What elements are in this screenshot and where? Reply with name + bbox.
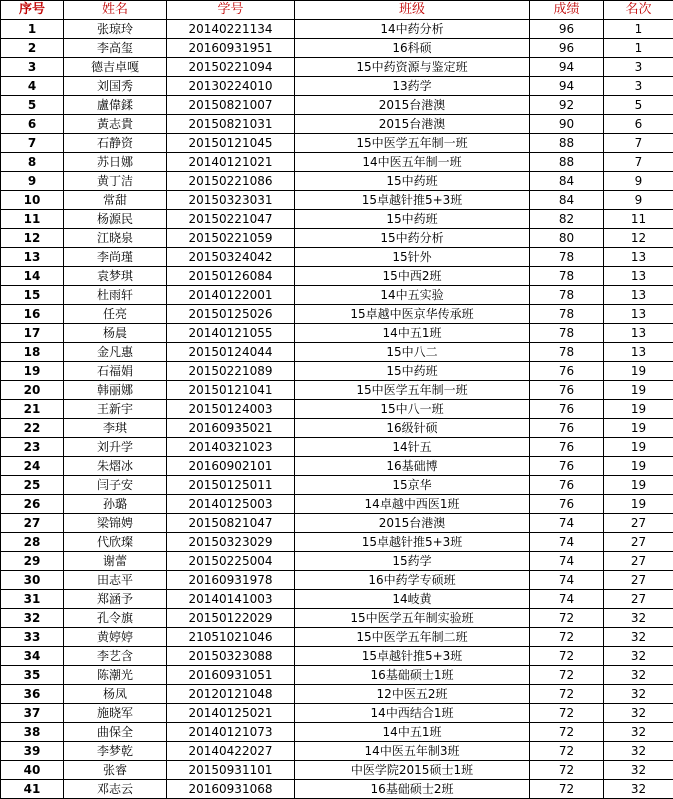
score-cell: 74: [530, 552, 604, 571]
rank-cell: 32: [604, 685, 673, 704]
class-cell: 15中药资源与鉴定班: [295, 58, 530, 77]
student-id-cell: 20140121073: [167, 723, 295, 742]
score-cell: 82: [530, 210, 604, 229]
score-cell: 76: [530, 457, 604, 476]
seq-cell: 3: [1, 58, 64, 77]
table-row: [1, 438, 673, 457]
score-cell: 84: [530, 191, 604, 210]
score-cell: 78: [530, 286, 604, 305]
rank-cell: 13: [604, 286, 673, 305]
table-row: [1, 172, 673, 191]
student-id-cell: 20150121045: [167, 134, 295, 153]
name-cell: 刘国秀: [64, 77, 167, 96]
seq-cell: 36: [1, 685, 64, 704]
class-cell: 14针五: [295, 438, 530, 457]
class-cell: 16基础博: [295, 457, 530, 476]
table-row: [1, 419, 673, 438]
table-row: [1, 58, 673, 77]
score-cell: 78: [530, 248, 604, 267]
table-row: [1, 362, 673, 381]
name-cell: 谢蕾: [64, 552, 167, 571]
score-cell: 76: [530, 438, 604, 457]
rank-cell: 19: [604, 495, 673, 514]
student-id-cell: 20150125011: [167, 476, 295, 495]
table-row: [1, 571, 673, 590]
rank-cell: 27: [604, 590, 673, 609]
class-cell: 16基础硕士1班: [295, 666, 530, 685]
seq-cell: 22: [1, 419, 64, 438]
header-seq: 序号: [1, 1, 64, 20]
score-cell: 96: [530, 20, 604, 39]
table-row: [1, 552, 673, 571]
rank-cell: 19: [604, 400, 673, 419]
table-row: [1, 248, 673, 267]
name-cell: 刘升学: [64, 438, 167, 457]
seq-cell: 32: [1, 609, 64, 628]
class-cell: 15中医学五年制一班: [295, 134, 530, 153]
rank-cell: 1: [604, 20, 673, 39]
student-id-cell: 20160931051: [167, 666, 295, 685]
header-rank: 名次: [604, 1, 673, 20]
score-cell: 78: [530, 305, 604, 324]
name-cell: 闫子安: [64, 476, 167, 495]
score-cell: 76: [530, 419, 604, 438]
name-cell: 杜雨轩: [64, 286, 167, 305]
score-cell: 80: [530, 229, 604, 248]
table-row: [1, 381, 673, 400]
student-id-cell: 20150124003: [167, 400, 295, 419]
name-cell: 李艺含: [64, 647, 167, 666]
name-cell: 黄丁洁: [64, 172, 167, 191]
student-id-cell: 20150221059: [167, 229, 295, 248]
class-cell: 15卓越中医京华传承班: [295, 305, 530, 324]
table-row: [1, 476, 673, 495]
seq-cell: 18: [1, 343, 64, 362]
name-cell: 李高玺: [64, 39, 167, 58]
seq-cell: 37: [1, 704, 64, 723]
table-row: [1, 533, 673, 552]
class-cell: 15卓越针推5+3班: [295, 533, 530, 552]
score-cell: 72: [530, 704, 604, 723]
name-cell: 任亮: [64, 305, 167, 324]
class-cell: 15中药班: [295, 362, 530, 381]
rank-cell: 19: [604, 457, 673, 476]
name-cell: 朱熠冰: [64, 457, 167, 476]
score-cell: 92: [530, 96, 604, 115]
rank-cell: 7: [604, 134, 673, 153]
class-cell: 14岐黄: [295, 590, 530, 609]
class-cell: 2015台港澳: [295, 115, 530, 134]
header-name: 姓名: [64, 1, 167, 20]
class-cell: 中医学院2015硕士1班: [295, 761, 530, 780]
seq-cell: 16: [1, 305, 64, 324]
table-row: [1, 324, 673, 343]
rank-cell: 19: [604, 381, 673, 400]
score-cell: 88: [530, 134, 604, 153]
rank-cell: 13: [604, 267, 673, 286]
rank-cell: 32: [604, 647, 673, 666]
student-id-cell: 20150124044: [167, 343, 295, 362]
seq-cell: 1: [1, 20, 64, 39]
score-cell: 76: [530, 362, 604, 381]
student-id-cell: 20140121021: [167, 153, 295, 172]
seq-cell: 38: [1, 723, 64, 742]
seq-cell: 13: [1, 248, 64, 267]
name-cell: 江晓泉: [64, 229, 167, 248]
student-id-cell: 20160931068: [167, 780, 295, 799]
seq-cell: 10: [1, 191, 64, 210]
score-cell: 74: [530, 533, 604, 552]
student-id-cell: 20140125021: [167, 704, 295, 723]
student-id-cell: 20160931978: [167, 571, 295, 590]
name-cell: 杨源民: [64, 210, 167, 229]
rank-cell: 27: [604, 514, 673, 533]
score-cell: 94: [530, 58, 604, 77]
class-cell: 15卓越针推5+3班: [295, 191, 530, 210]
score-cell: 96: [530, 39, 604, 58]
student-id-cell: 20150323088: [167, 647, 295, 666]
table-row: [1, 229, 673, 248]
score-cell: 78: [530, 324, 604, 343]
name-cell: 田志平: [64, 571, 167, 590]
rank-cell: 27: [604, 552, 673, 571]
class-cell: 12中医五2班: [295, 685, 530, 704]
table-row: [1, 457, 673, 476]
rank-cell: 5: [604, 96, 673, 115]
rank-cell: 3: [604, 58, 673, 77]
class-cell: 15中八一班: [295, 400, 530, 419]
seq-cell: 2: [1, 39, 64, 58]
student-id-cell: 20150122029: [167, 609, 295, 628]
rank-cell: 9: [604, 172, 673, 191]
rank-cell: 3: [604, 77, 673, 96]
student-id-cell: 20150221094: [167, 58, 295, 77]
rank-cell: 13: [604, 248, 673, 267]
name-cell: 石静资: [64, 134, 167, 153]
class-cell: 14中西结合1班: [295, 704, 530, 723]
seq-cell: 34: [1, 647, 64, 666]
rank-cell: 27: [604, 533, 673, 552]
rank-cell: 27: [604, 571, 673, 590]
rank-cell: 1: [604, 39, 673, 58]
class-cell: 2015台港澳: [295, 514, 530, 533]
table-row: [1, 286, 673, 305]
class-cell: 15中药班: [295, 210, 530, 229]
rank-cell: 32: [604, 704, 673, 723]
name-cell: 石福娟: [64, 362, 167, 381]
student-id-cell: 20160931951: [167, 39, 295, 58]
seq-cell: 7: [1, 134, 64, 153]
class-cell: 15卓越针推5+3班: [295, 647, 530, 666]
seq-cell: 8: [1, 153, 64, 172]
student-id-cell: 20140121055: [167, 324, 295, 343]
header-row: [1, 1, 673, 20]
seq-cell: 6: [1, 115, 64, 134]
score-cell: 72: [530, 685, 604, 704]
table-row: [1, 305, 673, 324]
header-score: 成绩: [530, 1, 604, 20]
seq-cell: 4: [1, 77, 64, 96]
score-cell: 72: [530, 628, 604, 647]
seq-cell: 5: [1, 96, 64, 115]
table-row: [1, 514, 673, 533]
student-id-cell: 20140122001: [167, 286, 295, 305]
class-cell: 15中药班: [295, 172, 530, 191]
name-cell: 张琼玲: [64, 20, 167, 39]
score-cell: 72: [530, 780, 604, 799]
rank-cell: 19: [604, 476, 673, 495]
name-cell: 李梦乾: [64, 742, 167, 761]
table-row: [1, 20, 673, 39]
score-cell: 72: [530, 761, 604, 780]
class-cell: 13药学: [295, 77, 530, 96]
table-row: [1, 780, 673, 799]
student-id-cell: 20150931101: [167, 761, 295, 780]
seq-cell: 15: [1, 286, 64, 305]
student-id-cell: 20140221134: [167, 20, 295, 39]
student-id-cell: 20150121041: [167, 381, 295, 400]
student-id-cell: 20150323031: [167, 191, 295, 210]
class-cell: 15药学: [295, 552, 530, 571]
score-cell: 72: [530, 647, 604, 666]
table-row: [1, 495, 673, 514]
student-id-cell: 20150225004: [167, 552, 295, 571]
seq-cell: 41: [1, 780, 64, 799]
student-id-cell: 20150821047: [167, 514, 295, 533]
rank-cell: 19: [604, 438, 673, 457]
score-cell: 72: [530, 666, 604, 685]
class-cell: 15中八二: [295, 343, 530, 362]
name-cell: 李琪: [64, 419, 167, 438]
seq-cell: 40: [1, 761, 64, 780]
score-cell: 74: [530, 514, 604, 533]
table-row: [1, 742, 673, 761]
rank-cell: 32: [604, 780, 673, 799]
table-row: [1, 153, 673, 172]
seq-cell: 25: [1, 476, 64, 495]
rank-cell: 11: [604, 210, 673, 229]
table-row: [1, 115, 673, 134]
class-cell: 14中医五年制3班: [295, 742, 530, 761]
name-cell: 常甜: [64, 191, 167, 210]
seq-cell: 24: [1, 457, 64, 476]
student-id-cell: 20150221047: [167, 210, 295, 229]
class-cell: 15中医学五年制二班: [295, 628, 530, 647]
seq-cell: 35: [1, 666, 64, 685]
score-cell: 78: [530, 267, 604, 286]
class-cell: 14中五1班: [295, 324, 530, 343]
score-cell: 94: [530, 77, 604, 96]
table-row: [1, 609, 673, 628]
class-cell: 14中五1班: [295, 723, 530, 742]
name-cell: 孙璐: [64, 495, 167, 514]
student-id-cell: 20150324042: [167, 248, 295, 267]
name-cell: 邓志云: [64, 780, 167, 799]
seq-cell: 26: [1, 495, 64, 514]
score-cell: 76: [530, 400, 604, 419]
name-cell: 黃志貴: [64, 115, 167, 134]
table-row: [1, 400, 673, 419]
student-id-cell: 20140125003: [167, 495, 295, 514]
table-row: [1, 191, 673, 210]
score-cell: 88: [530, 153, 604, 172]
header-student-id: 学号: [167, 1, 295, 20]
rank-cell: 13: [604, 343, 673, 362]
score-cell: 90: [530, 115, 604, 134]
class-cell: 14中五实验: [295, 286, 530, 305]
rank-cell: 9: [604, 191, 673, 210]
score-cell: 72: [530, 742, 604, 761]
table-row: [1, 343, 673, 362]
seq-cell: 33: [1, 628, 64, 647]
class-cell: 14中医五年制一班: [295, 153, 530, 172]
rank-cell: 19: [604, 419, 673, 438]
rank-cell: 32: [604, 761, 673, 780]
class-cell: 15中医学五年制实验班: [295, 609, 530, 628]
class-cell: 16科硕: [295, 39, 530, 58]
seq-cell: 21: [1, 400, 64, 419]
rank-cell: 32: [604, 742, 673, 761]
class-cell: 16级针硕: [295, 419, 530, 438]
table-row: [1, 590, 673, 609]
name-cell: 德吉卓嘎: [64, 58, 167, 77]
student-id-cell: 20140141003: [167, 590, 295, 609]
seq-cell: 20: [1, 381, 64, 400]
seq-cell: 12: [1, 229, 64, 248]
name-cell: 张睿: [64, 761, 167, 780]
student-id-cell: 20150821031: [167, 115, 295, 134]
name-cell: 盧偉鍒: [64, 96, 167, 115]
name-cell: 曲保全: [64, 723, 167, 742]
name-cell: 王新宇: [64, 400, 167, 419]
score-cell: 76: [530, 476, 604, 495]
class-cell: 15中西2班: [295, 267, 530, 286]
score-cell: 74: [530, 590, 604, 609]
student-id-cell: 20130224010: [167, 77, 295, 96]
seq-cell: 19: [1, 362, 64, 381]
name-cell: 郑涵予: [64, 590, 167, 609]
name-cell: 杨凤: [64, 685, 167, 704]
table-row: [1, 134, 673, 153]
score-cell: 74: [530, 571, 604, 590]
student-id-cell: 20150821007: [167, 96, 295, 115]
rank-cell: 13: [604, 324, 673, 343]
name-cell: 韩丽娜: [64, 381, 167, 400]
student-id-cell: 20150125026: [167, 305, 295, 324]
student-id-cell: 20150221086: [167, 172, 295, 191]
rank-cell: 6: [604, 115, 673, 134]
name-cell: 苏日娜: [64, 153, 167, 172]
class-cell: 16中药学专硕班: [295, 571, 530, 590]
student-id-cell: 20140321023: [167, 438, 295, 457]
table-row: [1, 96, 673, 115]
seq-cell: 14: [1, 267, 64, 286]
student-id-cell: 20150221089: [167, 362, 295, 381]
name-cell: 金凡惠: [64, 343, 167, 362]
score-cell: 76: [530, 381, 604, 400]
rank-cell: 32: [604, 628, 673, 647]
seq-cell: 31: [1, 590, 64, 609]
rank-cell: 32: [604, 723, 673, 742]
class-cell: 15中药分析: [295, 229, 530, 248]
name-cell: 黄婷婷: [64, 628, 167, 647]
table-row: [1, 210, 673, 229]
class-cell: 15针外: [295, 248, 530, 267]
header-class: 班级: [295, 1, 530, 20]
table-row: [1, 704, 673, 723]
score-cell: 76: [530, 495, 604, 514]
score-cell: 72: [530, 609, 604, 628]
rank-cell: 32: [604, 666, 673, 685]
student-id-cell: 20150323029: [167, 533, 295, 552]
class-cell: 2015台港澳: [295, 96, 530, 115]
student-id-cell: 20140422027: [167, 742, 295, 761]
seq-cell: 23: [1, 438, 64, 457]
name-cell: 李尚瑾: [64, 248, 167, 267]
seq-cell: 28: [1, 533, 64, 552]
name-cell: 陈潮光: [64, 666, 167, 685]
table-row: [1, 723, 673, 742]
name-cell: 孔令旗: [64, 609, 167, 628]
seq-cell: 39: [1, 742, 64, 761]
name-cell: 施晓军: [64, 704, 167, 723]
rank-cell: 32: [604, 609, 673, 628]
table-row: [1, 628, 673, 647]
seq-cell: 9: [1, 172, 64, 191]
student-id-cell: 20160902101: [167, 457, 295, 476]
name-cell: 代欣璨: [64, 533, 167, 552]
score-cell: 78: [530, 343, 604, 362]
seq-cell: 27: [1, 514, 64, 533]
student-id-cell: 20120121048: [167, 685, 295, 704]
class-cell: 16基础硕士2班: [295, 780, 530, 799]
student-id-cell: 20160935021: [167, 419, 295, 438]
table-row: [1, 77, 673, 96]
rank-cell: 7: [604, 153, 673, 172]
table-row: [1, 267, 673, 286]
table-row: [1, 685, 673, 704]
rank-cell: 13: [604, 305, 673, 324]
class-cell: 15中医学五年制一班: [295, 381, 530, 400]
table-row: [1, 647, 673, 666]
rank-cell: 12: [604, 229, 673, 248]
class-cell: 14中药分析: [295, 20, 530, 39]
table-row: [1, 39, 673, 58]
name-cell: 梁锦娉: [64, 514, 167, 533]
score-cell: 72: [530, 723, 604, 742]
seq-cell: 17: [1, 324, 64, 343]
name-cell: 袁梦琪: [64, 267, 167, 286]
class-cell: 15京华: [295, 476, 530, 495]
seq-cell: 11: [1, 210, 64, 229]
rank-cell: 19: [604, 362, 673, 381]
seq-cell: 29: [1, 552, 64, 571]
table-row: [1, 666, 673, 685]
table-row: [1, 761, 673, 780]
seq-cell: 30: [1, 571, 64, 590]
name-cell: 杨晨: [64, 324, 167, 343]
score-cell: 84: [530, 172, 604, 191]
class-cell: 14卓越中西医1班: [295, 495, 530, 514]
student-id-cell: 20150126084: [167, 267, 295, 286]
student-id-cell: 21051021046: [167, 628, 295, 647]
